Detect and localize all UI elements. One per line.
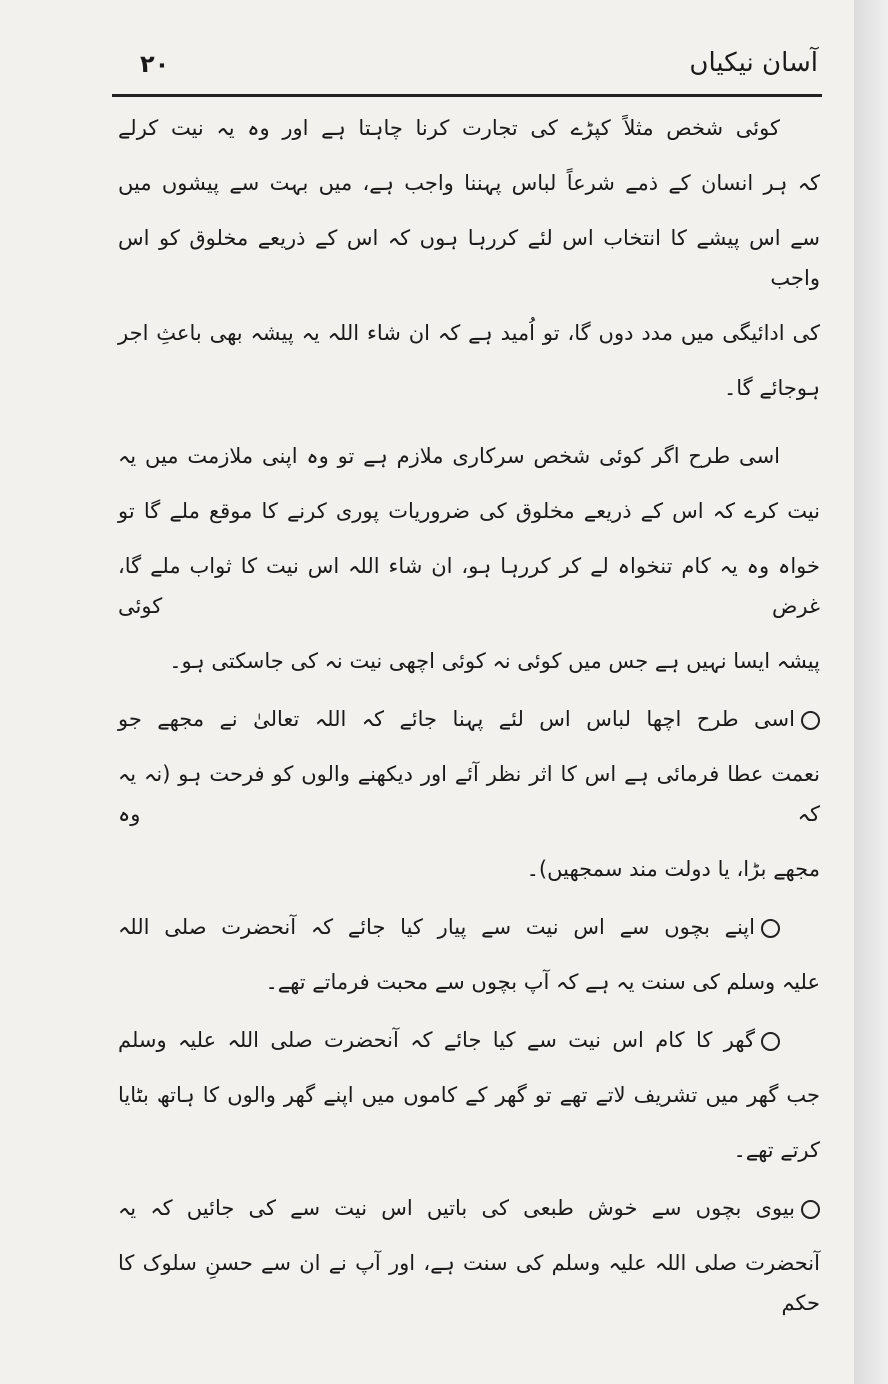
text-line: سے اس پیشے کا انتخاب اس لئے کررہا ہوں کہ اس کے ذریعے مخلوق کو اس واجب bbox=[118, 226, 820, 290]
body-text bbox=[118, 108, 820, 1338]
text-line: نعمت عطا فرمائی ہے اس کا اثر نظر آئے اور دیکھنے والوں کو فرحت ہو (نہ یہ کہ وہ bbox=[118, 762, 820, 826]
circle-bullet-icon bbox=[801, 1200, 820, 1219]
text-line: کی ادائیگی میں مدد دوں گا، تو اُمید ہے کہ ان شاء اللہ یہ پیشہ بھی باعثِ اجر bbox=[118, 321, 820, 345]
text-line: نیت کرے کہ اس کے ذریعے مخلوق کی ضروریات پوری کرنے کا موقع ملے گا تو bbox=[118, 499, 820, 523]
text-line: اسی طرح اگر کوئی شخص سرکاری ملازم ہے تو وہ اپنی ملازمت میں یہ bbox=[118, 444, 780, 468]
bullet-line bbox=[118, 907, 820, 947]
bullet-text: بیوی بچوں سے خوش طبعی کی باتیں اس نیت سے کی جائیں کہ یہ bbox=[118, 1196, 795, 1220]
text-line: کوئی شخص مثلاً کپڑے کی تجارت کرنا چاہتا ہے اور وہ یہ نیت کرلے bbox=[118, 116, 780, 140]
text-line: پیشہ ایسا نہیں ہے جس میں کوئی نہ کوئی اچھی نیت نہ کی جاسکتی ہو۔ bbox=[169, 649, 820, 673]
text-line: ہوجائے گا۔ bbox=[723, 376, 820, 400]
text-line: علیہ وسلم کی سنت یہ ہے کہ آپ بچوں سے محبت فرماتے تھے۔ bbox=[265, 970, 820, 994]
bullet-line bbox=[118, 1188, 820, 1228]
bullet-text: گھر کا کام اس نیت سے کیا جائے کہ آنحضرت صلی اللہ علیہ وسلم bbox=[118, 1028, 755, 1052]
page-number: ۲۰ bbox=[140, 50, 170, 78]
circle-bullet-icon bbox=[801, 711, 820, 730]
bullet-line bbox=[118, 699, 820, 739]
bullet-line bbox=[118, 1020, 820, 1060]
text-line: کرتے تھے۔ bbox=[733, 1138, 820, 1162]
header-rule bbox=[112, 94, 822, 97]
running-title: آسان نیکیاں bbox=[689, 48, 818, 78]
circle-bullet-icon bbox=[761, 1032, 780, 1051]
page-edge bbox=[854, 0, 888, 1384]
circle-bullet-icon bbox=[761, 919, 780, 938]
text-line: خواہ وہ یہ کام تنخواہ لے کر کررہا ہو، ان شاء اللہ اس نیت کا ثواب ملے گا، غرض کوئی bbox=[118, 554, 820, 618]
text-line: جب گھر میں تشریف لاتے تھے تو گھر کے کاموں میں اپنے گھر والوں کا ہاتھ بٹایا bbox=[118, 1083, 820, 1107]
text-line: مجھے بڑا، یا دولت مند سمجھیں)۔ bbox=[526, 857, 820, 881]
bullet-text: اپنے بچوں سے اس نیت سے پیار کیا جائے کہ آنحضرت صلی اللہ bbox=[118, 915, 755, 939]
text-line: آنحضرت صلی اللہ علیہ وسلم کی سنت ہے، اور آپ نے ان سے حسنِ سلوک کا حکم bbox=[118, 1251, 820, 1315]
bullet-text: اسی طرح اچھا لباس اس لئے پہنا جائے کہ اللہ تعالیٰ نے مجھے جو bbox=[118, 707, 795, 731]
text-line: کہ ہر انسان کے ذمے شرعاً لباس پہننا واجب ہے، میں بہت سے پیشوں میں bbox=[118, 171, 820, 195]
